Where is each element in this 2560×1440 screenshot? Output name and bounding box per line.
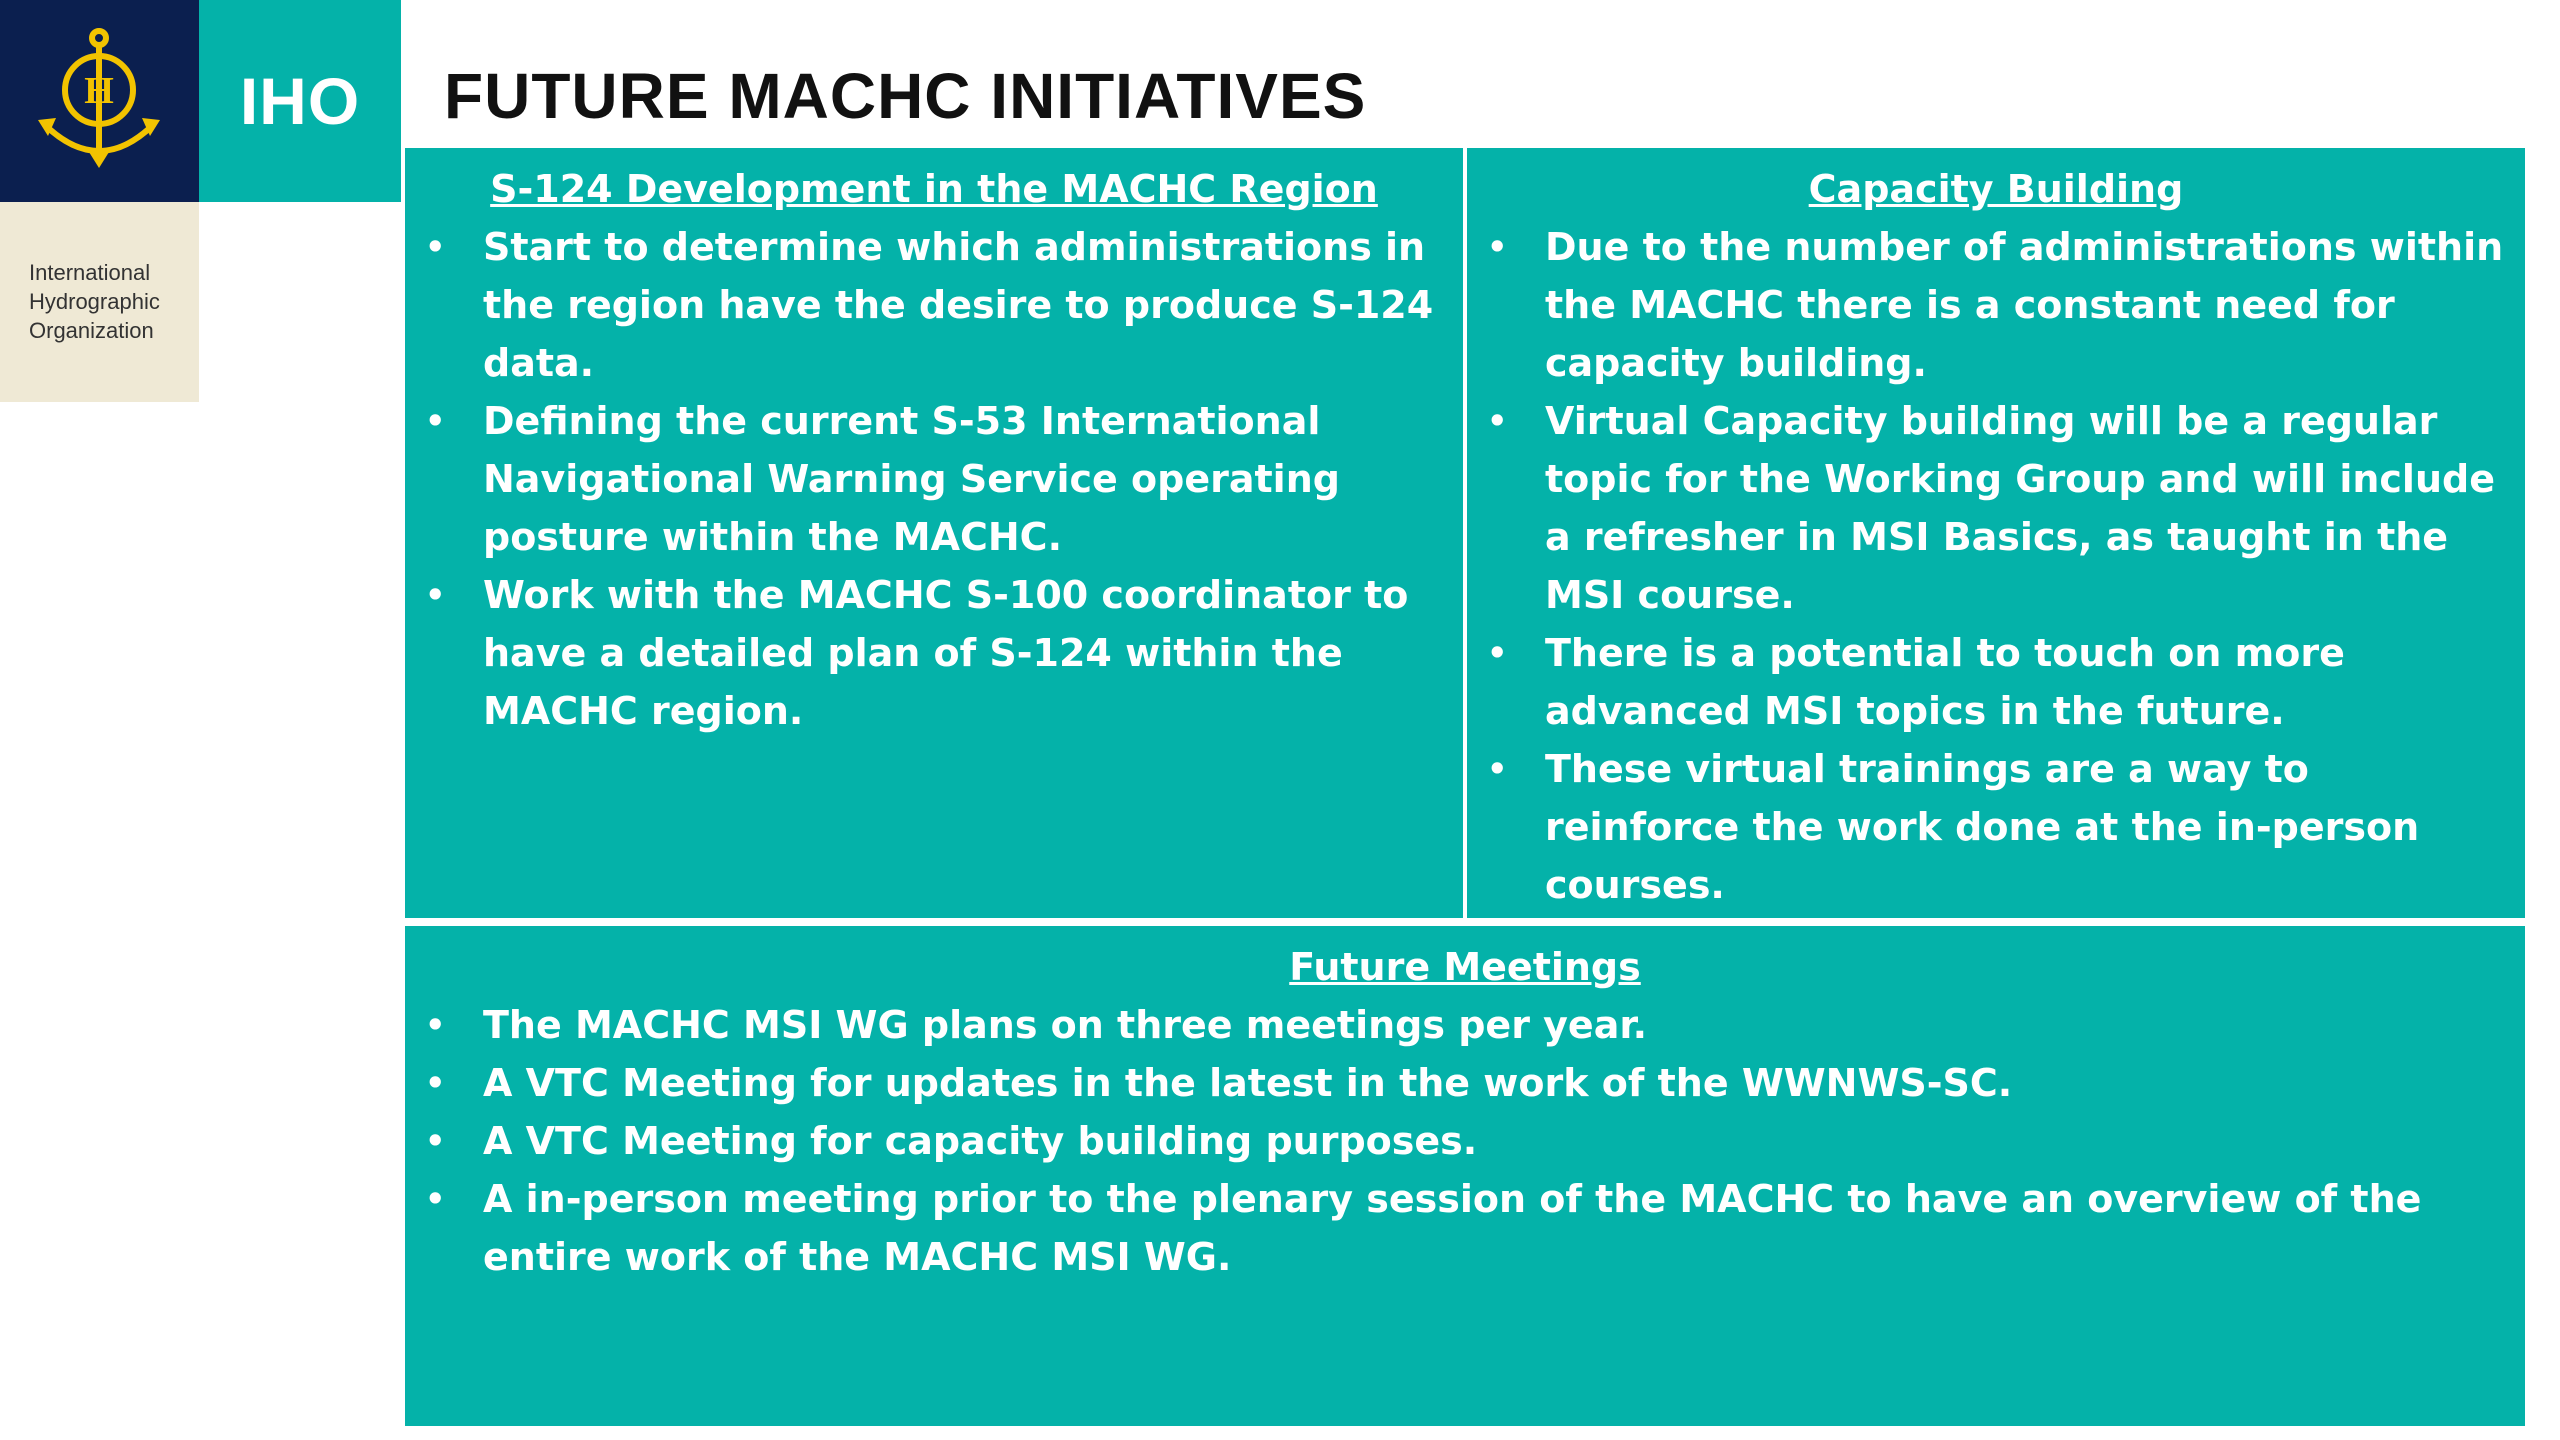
organization-name [29, 258, 160, 345]
bullet-icon: • [425, 402, 446, 440]
bullet-icon: • [1487, 634, 1508, 672]
panel-heading: S-124 Development in the MACHC Region [490, 167, 1378, 211]
list-item [405, 218, 1451, 392]
panel-future-meetings [405, 926, 2525, 1426]
list-item [405, 996, 2465, 1054]
bullet-text: The MACHC MSI WG plans on three meetings per year. [483, 1003, 1648, 1047]
bullet-text: There is a potential to touch on more advanced MSI topics in the future. [1545, 631, 2345, 733]
bullet-text: Start to determine which administrations in the region have the desire to produce S-124 data. [483, 225, 1434, 385]
bullet-text: Work with the MACHC S-100 coordinator to have a detailed plan of S-124 within the MACHC region. [483, 573, 1409, 733]
panel-s124-development [405, 148, 1463, 918]
panel-heading: Capacity Building [1808, 167, 2184, 211]
bullet-icon: • [425, 1180, 446, 1218]
bullet-list [405, 218, 1463, 740]
bullet-list [1467, 218, 2525, 914]
panel-heading: Future Meetings [1289, 945, 1641, 989]
org-name-line: Organization [29, 318, 154, 343]
bullet-icon: • [425, 228, 446, 266]
panel-capacity-building [1467, 148, 2525, 918]
list-item [405, 392, 1451, 566]
list-item [1467, 740, 2515, 914]
bullet-icon: • [1487, 402, 1508, 440]
logo-text: IHO [239, 64, 361, 138]
svg-text:H: H [84, 70, 114, 112]
slide-title: FUTURE MACHC INITIATIVES [444, 60, 1367, 132]
bullet-icon: • [1487, 750, 1508, 788]
bullet-text: A in-person meeting prior to the plenary session of the MACHC to have an overview of the entire work of the MACHC MSI WG. [483, 1177, 2422, 1279]
list-item [1467, 218, 2515, 392]
bullet-icon: • [425, 1006, 446, 1044]
bullet-text: Defining the current S-53 International Navigational Warning Service operating posture within the MACHC. [483, 399, 1340, 559]
org-name-line: International [29, 260, 151, 285]
bullet-text: Due to the number of administrations within the MACHC there is a constant need for capacity building. [1545, 225, 2504, 385]
bullet-icon: • [425, 1064, 446, 1102]
bullet-icon: • [425, 1122, 446, 1160]
list-item [405, 1054, 2465, 1112]
bullet-text: A VTC Meeting for capacity building purposes. [483, 1119, 1478, 1163]
bullet-list [405, 996, 2525, 1286]
bullet-icon: • [1487, 228, 1508, 266]
bullet-text: These virtual trainings are a way to reinforce the work done at the in-person courses. [1545, 747, 2420, 907]
bullet-icon: • [425, 576, 446, 614]
list-item [405, 566, 1451, 740]
list-item [1467, 624, 2515, 740]
list-item [405, 1170, 2465, 1286]
logo-emblem [0, 0, 199, 202]
org-name-line: Hydrographic [29, 289, 160, 314]
logo-wordmark [199, 0, 401, 202]
bullet-text: A VTC Meeting for updates in the latest in the work of the WWNWS-SC. [483, 1061, 2013, 1105]
list-item [405, 1112, 2465, 1170]
anchor-icon [34, 28, 164, 174]
list-item [1467, 392, 2515, 624]
bullet-text: Virtual Capacity building will be a regular topic for the Working Group and will include a refresher in MSI Basics, as taught in the MSI course. [1545, 399, 2495, 617]
